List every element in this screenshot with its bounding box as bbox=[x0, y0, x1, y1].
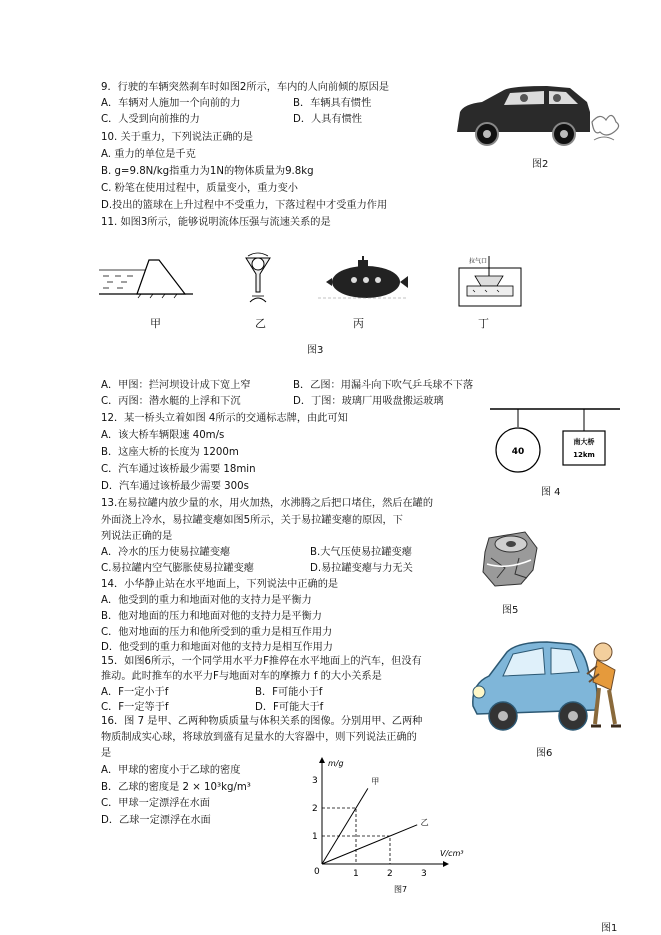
q15-option-a: A．F一定小于f bbox=[101, 687, 169, 698]
q13-option-b: B.大气压使易拉罐变瘪 bbox=[310, 547, 412, 558]
sign-bridge-name: 南大桥 bbox=[573, 438, 595, 446]
q11-option-b: B．乙图：用漏斗向下吹气乒乓球不下落 bbox=[293, 380, 474, 391]
q12-stem: 12．某一桥头立着如图 4所示的交通标志牌，由此可知 bbox=[101, 413, 348, 424]
q9-stem: 9．行驶的车辆突然刹车时如图2所示，车内的人向前倾的原因是 bbox=[101, 82, 390, 93]
q13-option-d: D.易拉罐变瘪与力无关 bbox=[310, 563, 413, 574]
figure-5-caption: 图5 bbox=[502, 605, 519, 616]
fig7-series-yi-line bbox=[322, 825, 417, 864]
fig7-y-tick-label: 1 bbox=[312, 832, 318, 842]
q16-line3: 是 bbox=[101, 748, 112, 759]
q15-line2: 推动。此时推车的水平力F与地面对车的摩擦力 f 的大小关系是 bbox=[101, 671, 382, 682]
q15-line1: 15．如图6所示，一个同学用水平力F推停在水平地面上的汽车，但没有 bbox=[101, 656, 422, 667]
fig7-series-jia-line bbox=[322, 788, 368, 864]
fig7-series-yi-label: 乙 bbox=[420, 817, 429, 827]
figure-4-traffic-sign bbox=[488, 403, 623, 475]
q14-option-d: D．他受到的重力和地面对他的支持力是相互作用力 bbox=[101, 642, 333, 653]
figure-3-jia-dam bbox=[97, 252, 197, 300]
q11-option-d: D．丁图：玻璃厂用吸盘搬运玻璃 bbox=[293, 396, 444, 407]
figure-4-caption: 图 4 bbox=[541, 487, 561, 498]
fig7-x-tick-label: 1 bbox=[353, 869, 359, 879]
fig7-y-tick-label: 3 bbox=[312, 776, 318, 786]
fig7-y-axis-label: m/g bbox=[328, 759, 344, 768]
q16-option-c: C．甲球一定漂浮在水面 bbox=[101, 798, 210, 809]
q15-option-c: C．F一定等于f bbox=[101, 702, 169, 713]
figure-7-mass-volume-graph bbox=[300, 752, 480, 902]
figure-2-car-image bbox=[452, 82, 622, 150]
q16-line1: 16．图 7 是甲、乙两种物质质量与体积关系的图像。分别用甲、乙两种 bbox=[101, 716, 423, 727]
figure-3-yi-funnel bbox=[238, 252, 278, 308]
figure-6-pushing-car-image bbox=[467, 634, 627, 738]
figure-2-caption: 图2 bbox=[532, 159, 549, 170]
q16-line2: 物质制成实心球，将球放到盛有足量水的大容器中，则下列说法正确的 bbox=[101, 732, 417, 743]
figure-3-label-ding: 丁 bbox=[478, 317, 489, 330]
q16-option-d: D．乙球一定漂浮在水面 bbox=[101, 815, 211, 826]
q11-stem: 11. 如图3所示，能够说明流体压强与流速关系的是 bbox=[101, 217, 331, 228]
sign-distance: 12km bbox=[573, 451, 595, 459]
q10-option-a: A. 重力的单位是千克 bbox=[101, 149, 196, 160]
q9-option-c: C．人受到向前推的力 bbox=[101, 114, 200, 125]
q14-option-c: C．他对地面的压力和他所受到的重力是相互作用力 bbox=[101, 627, 333, 638]
q13-option-c: C.易拉罐内空气膨胀使易拉罐变瘪 bbox=[101, 563, 254, 574]
figure-3-label-bing: 丙 bbox=[353, 317, 364, 330]
fig7-caption: 图7 bbox=[394, 885, 408, 894]
fig7-series-jia-label: 甲 bbox=[371, 777, 380, 787]
q12-option-b: B．这座大桥的长度为 1200m bbox=[101, 447, 239, 458]
figure-6-caption: 图6 bbox=[536, 748, 553, 759]
q11-option-a: A．甲图：拦河坝设计成下宽上窄 bbox=[101, 380, 251, 391]
figure-1-caption: 图1 bbox=[601, 923, 618, 934]
q13-line2: 外面浇上冷水，易拉罐变瘪如图5所示，关于易拉罐变瘪的原因，下 bbox=[101, 515, 403, 526]
sign-speed-limit: 40 bbox=[511, 447, 525, 457]
q13-line3: 列说法正确的是 bbox=[101, 531, 173, 542]
figure-5-crushed-can-image bbox=[475, 528, 547, 590]
figure-3-label-yi: 乙 bbox=[255, 317, 266, 330]
q9-option-b: B．车辆具有惯性 bbox=[293, 98, 372, 109]
q12-option-d: D．汽车通过该桥最少需要 300s bbox=[101, 481, 249, 492]
q13-line1: 13.在易拉罐内放少量的水，用火加热，水沸腾之后把口堵住，然后在罐的 bbox=[101, 498, 434, 509]
figure-3-ding-suction-cup bbox=[455, 252, 525, 308]
figure-3-caption: 图3 bbox=[307, 345, 324, 356]
q14-option-b: B．他对地面的压力和地面对他的支持力是平衡力 bbox=[101, 611, 322, 622]
q9-option-d: D．人具有惯性 bbox=[293, 114, 362, 125]
q15-option-d: D．F可能大于f bbox=[255, 702, 324, 713]
fig7-origin-label: 0 bbox=[314, 867, 320, 877]
q12-option-a: A．该大桥车辆限速 40m/s bbox=[101, 430, 225, 441]
fig7-x-axis-label: V/cm³ bbox=[440, 849, 464, 858]
q16-option-b: B．乙球的密度是 2 × 10³kg/m³ bbox=[101, 782, 251, 793]
q10-option-b: B. g=9.8N/kg指重力为1N的物体质量为9.8kg bbox=[101, 166, 314, 177]
q10-option-c: C. 粉笔在使用过程中，质量变小，重力变小 bbox=[101, 183, 298, 194]
q10-option-d: D.投出的篮球在上升过程中不受重力，下落过程中才受重力作用 bbox=[101, 200, 388, 211]
figure-3-ding-label: 拉气口 bbox=[469, 258, 488, 265]
q16-option-a: A．甲球的密度小于乙球的密度 bbox=[101, 765, 241, 776]
q14-option-a: A．他受到的重力和地面对他的支持力是平衡力 bbox=[101, 595, 312, 606]
q11-option-c: C．丙图：潜水艇的上浮和下沉 bbox=[101, 396, 241, 407]
fig7-x-tick-label: 3 bbox=[421, 869, 427, 879]
fig7-x-tick-label: 2 bbox=[387, 869, 393, 879]
q14-stem: 14．小华静止站在水平地面上，下列说法中正确的是 bbox=[101, 579, 339, 590]
figure-3-label-jia: 甲 bbox=[150, 317, 161, 330]
fig7-y-tick-label: 2 bbox=[312, 804, 318, 814]
q12-option-c: C．汽车通过该桥最少需要 18min bbox=[101, 464, 256, 475]
q13-option-a: A．冷水的压力使易拉罐变瘪 bbox=[101, 547, 231, 558]
q10-stem: 10. 关于重力，下列说法正确的是 bbox=[101, 132, 253, 143]
q15-option-b: B．F可能小于f bbox=[255, 687, 323, 698]
figure-3-bing-submarine bbox=[318, 256, 408, 304]
q9-option-a: A．车辆对人施加一个向前的力 bbox=[101, 98, 241, 109]
